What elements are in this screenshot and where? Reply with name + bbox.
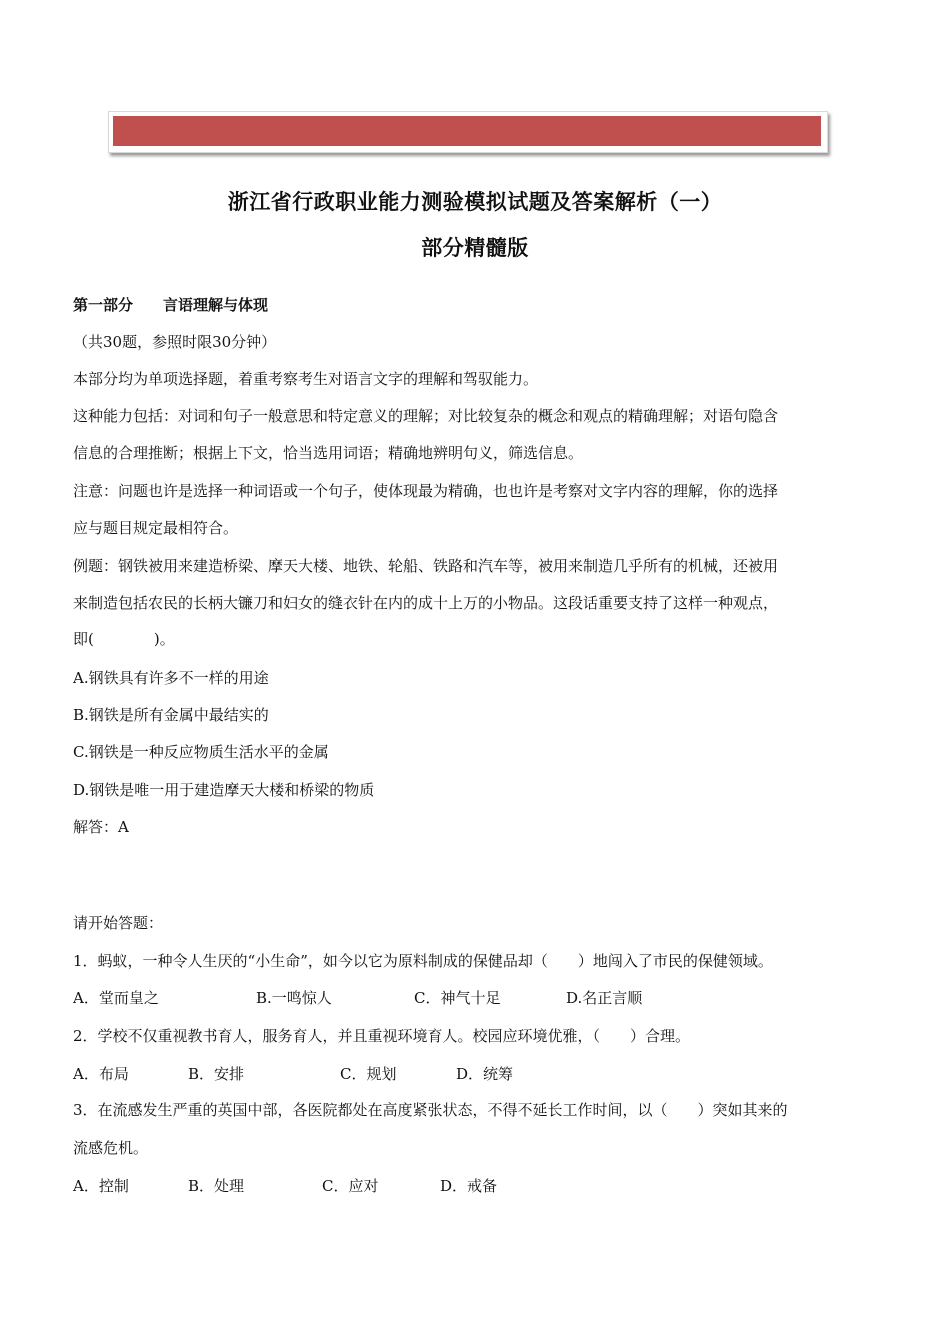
question-2-option-c: C．规划 bbox=[340, 1065, 397, 1083]
header-banner bbox=[108, 111, 828, 153]
question-3-option-b: B．处理 bbox=[188, 1177, 245, 1195]
document-title: 浙江省行政职业能力测验模拟试题及答案解析（一） bbox=[227, 190, 723, 214]
section-heading: 第一部分 言语理解与体现 bbox=[73, 296, 269, 314]
example-line-2: 来制造包括农民的长柄大镰刀和妇女的缝衣针在内的成十上万的小物品。这段话重要支持了这样一种观点， bbox=[73, 594, 779, 612]
question-1-option-a: A．堂而皇之 bbox=[73, 989, 159, 1007]
example-answer: 解答：A bbox=[73, 818, 129, 836]
question-2-option-b: B．安排 bbox=[188, 1065, 245, 1083]
example-option-b: B.钢铁是所有金属中最结实的 bbox=[73, 706, 269, 724]
banner-bar bbox=[113, 116, 821, 146]
question-1-option-c: C．神气十足 bbox=[414, 989, 501, 1007]
ability-line-1: 这种能力包括：对词和句子一般意思和特定意义的理解；对比较复杂的概念和观点的精确理解；对语句隐含 bbox=[73, 407, 779, 425]
question-3-option-d: D．戒备 bbox=[440, 1177, 498, 1195]
question-3-option-a: A．控制 bbox=[73, 1177, 129, 1195]
question-3-text-2: 流感危机。 bbox=[73, 1139, 149, 1157]
question-3-text-1: 3．在流感发生严重的英国中部，各医院都处在高度紧张状态，不得不延长工作时间，以（ ）突如其来的 bbox=[73, 1101, 788, 1119]
attention-line-1: 注意：问题也许是选择一种词语或一个句子，使体现最为精确，也也许是考察对文字内容的理解，你的选择 bbox=[73, 482, 779, 500]
example-option-d: D.钢铁是唯一用于建造摩天大楼和桥梁的物质 bbox=[73, 781, 375, 799]
ability-line-2: 信息的合理推断；根据上下文，恰当选用词语；精确地辨明句义，筛选信息。 bbox=[73, 444, 584, 462]
section-intro: 本部分均为单项选择题，着重考察考生对语言文字的理解和驾驭能力。 bbox=[73, 370, 539, 388]
questions-start: 请开始答题： bbox=[73, 914, 164, 932]
question-1-option-b: B.一鸣惊人 bbox=[256, 989, 332, 1007]
question-1-option-d: D.名正言顺 bbox=[566, 989, 643, 1007]
question-2-option-d: D．统筹 bbox=[456, 1065, 514, 1083]
section-note: （共30题，参照时限30分钟） bbox=[73, 333, 277, 351]
document-subtitle: 部分精髓版 bbox=[421, 236, 529, 260]
example-option-c: C.钢铁是一种反应物质生活水平的金属 bbox=[73, 743, 329, 761]
example-line-1: 例题：钢铁被用来建造桥梁、摩天大楼、地铁、轮船、铁路和汽车等，被用来制造几乎所有的机械，还被用 bbox=[73, 557, 779, 575]
question-2-option-a: A．布局 bbox=[73, 1065, 129, 1083]
example-line-3: 即( )。 bbox=[73, 630, 175, 648]
question-2-text: 2．学校不仅重视教书育人，服务育人，并且重视环境育人。校园应环境优雅，（ ）合理。 bbox=[73, 1027, 691, 1045]
question-3-option-c: C．应对 bbox=[322, 1177, 379, 1195]
attention-line-2: 应与题目规定最相符合。 bbox=[73, 519, 239, 537]
question-1-text: 1．蚂蚁，一种令人生厌的“小生命”，如今以它为原料制成的保健品却（ ）地闯入了市民的保健领域。 bbox=[73, 952, 773, 970]
example-option-a: A.钢铁具有许多不一样的用途 bbox=[73, 669, 269, 687]
